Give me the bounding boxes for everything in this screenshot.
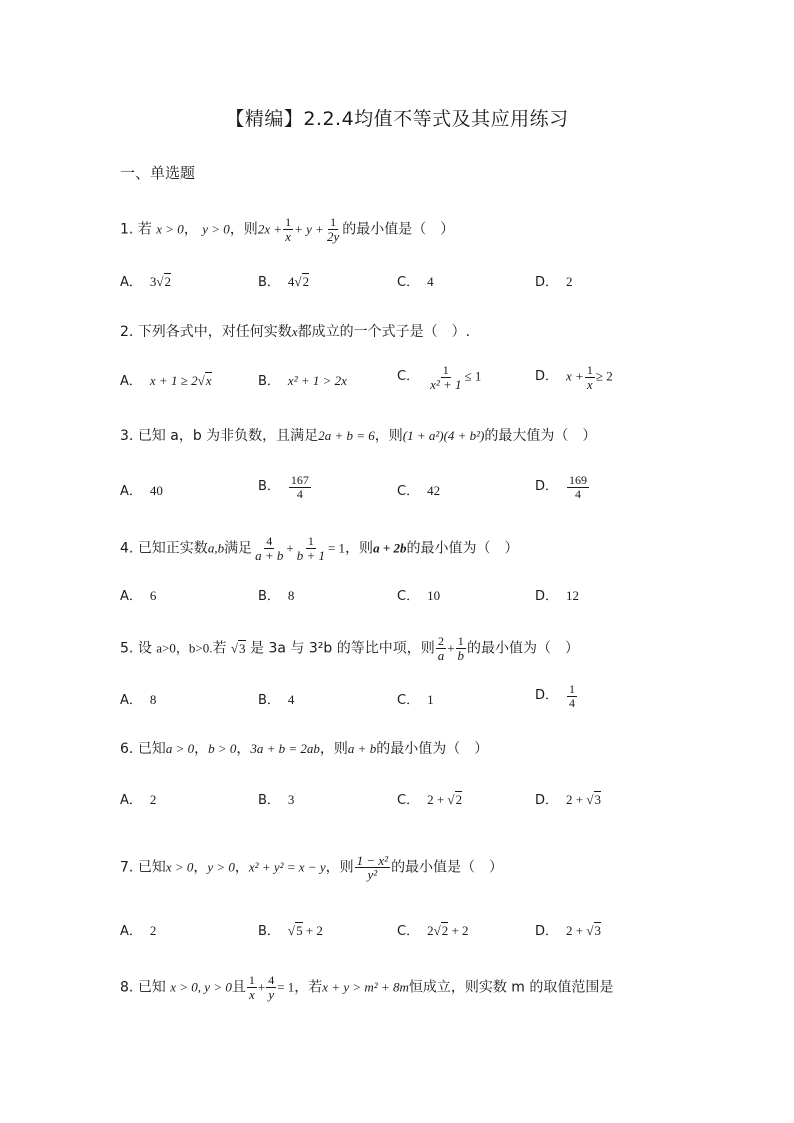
question-text: 满足 [224,540,253,557]
option-label: A． [120,924,142,939]
condition: a > 0 [165,741,195,756]
question-text: ，若 [294,979,323,996]
denominator: x [285,229,291,244]
fraction [436,635,447,662]
option-label: B． [258,793,280,808]
numerator: 1 [442,363,449,377]
numerator: 1 [285,215,292,229]
question-text: 的最大值为（ ） [484,428,597,444]
fraction [325,216,341,243]
option-d[interactable] [535,683,578,710]
question-number: 6. [120,741,134,757]
option-d[interactable] [535,272,573,293]
operator: + [447,640,455,656]
question-text: 若 [137,221,152,238]
separator: ， [234,859,249,876]
fraction [253,535,285,562]
fraction [283,216,293,243]
option-value: 2 [149,923,157,938]
question-text: 都成立的一个式子是（ ）. [297,324,471,340]
option-label: A． [120,693,142,708]
option-b[interactable] [258,474,312,501]
fraction [266,974,276,1001]
question-6 [120,739,488,759]
option-b[interactable] [258,790,294,811]
option-label: C． [397,693,420,708]
option-d[interactable] [535,586,579,607]
question-text: 已知 [137,979,166,996]
option-value: x² + 1 > 2x [287,373,347,388]
question-text: ，则 [374,428,403,444]
question-text: ，则 [345,540,374,557]
denominator: 4 [575,487,582,501]
denominator: b [457,648,465,663]
option-value: 4 [287,692,295,707]
fraction [456,635,467,662]
page-title: 【精编】2.2.4均值不等式及其应用练习 [225,108,569,130]
option-label: B． [258,275,280,290]
option-value: x + [566,368,584,384]
numerator: 169 [569,473,588,487]
expression: (1 + a²)(4 + b²) [402,428,485,443]
radicand: 3 [594,923,601,938]
question-text: 的最小值是（ ） [342,221,455,238]
fraction [428,364,463,391]
option-label: B． [258,589,280,604]
denominator: a [437,648,445,663]
question-text: 已知 [137,859,166,876]
option-b[interactable] [258,690,294,711]
option-a[interactable] [120,790,156,811]
question-text: 的最小值为（ ） [376,741,489,757]
option-value: 40 [149,483,163,498]
option-value: 2 [427,923,434,938]
option-label: B． [258,374,280,389]
condition: x + y > m² + 8m [322,979,409,995]
option-d[interactable]: D． 2 + √3 [535,923,601,939]
operator: + [257,979,266,995]
option-label: B． [258,924,280,939]
question-text: 是 3a 与 3²b 的等比中项，则 [250,640,435,657]
question-number: 8. [120,979,134,996]
question-number: 7. [120,859,134,876]
option-label: A． [120,793,142,808]
separator: ， [236,741,251,757]
radicand: 2 [302,274,310,289]
option-label: C． [397,793,420,808]
separator: ， [194,741,209,757]
radicand: 3 [594,792,601,807]
denominator: 4 [569,696,576,710]
option-value: + 2 [305,923,323,938]
option-label: D． [535,688,559,704]
radicand: 2 [441,923,449,938]
question-text: 恒成立，则实数 m 的取值范围是 [408,979,614,996]
radicand: 5 [296,923,303,938]
question-text: ，则 [229,221,258,238]
radicand: 2 [455,792,463,807]
option-value: x + 1 ≥ 2 [149,373,198,388]
operator: + [286,540,294,556]
option-value: 2 + [427,792,445,807]
question-number: 2. [120,324,134,340]
denominator: a + b [255,548,284,563]
option-d[interactable] [535,364,613,391]
denominator: 2y [326,229,340,244]
denominator: y² [367,867,378,882]
option-value: 10 [427,588,441,603]
condition: b > 0 [208,741,237,756]
expression: = 1 [327,540,346,556]
option-value: ≥ 2 [595,368,613,384]
option-b[interactable] [258,371,347,392]
option-label: C． [397,484,420,499]
question-text: 的最小值为（ ） [406,540,519,557]
numerator: 1 [569,682,576,696]
question-text: 下列各式中，对任何实数 [137,324,292,340]
fraction [247,974,257,1001]
condition: y > 0 [202,221,230,237]
question-3 [120,426,596,446]
expression: 2x + [257,221,283,237]
option-a[interactable] [120,586,156,607]
option-a[interactable]: A． 3√2 [120,274,172,290]
numerator: 167 [290,473,309,487]
numerator: 4 [266,534,273,548]
condition: a>0，b>0. [156,640,213,656]
option-value: 2 + [566,923,584,938]
option-c[interactable] [397,481,440,502]
option-c[interactable] [397,272,434,293]
radicand: x [205,373,212,388]
fraction [567,683,577,710]
separator: ， [193,859,208,876]
option-label: D． [535,924,559,939]
numerator: 4 [268,973,275,987]
fraction [289,474,311,501]
question-text: 已知 a，b 为非负数，且满足 [137,428,319,444]
expression: = 1 [277,979,295,995]
question-text: 已知 [137,741,166,757]
option-c[interactable] [397,364,481,391]
numerator: 1 [330,215,337,229]
question-text: 的最小值是（ ） [391,859,504,876]
question-text: ，则 [325,859,354,876]
numerator: 2 [437,634,444,648]
condition: x > 0 [156,221,184,237]
option-value: 3 [287,792,295,807]
question-5: 5. 设 a>0，b>0.若 √3 是 3a 与 3²b 的等比中项，则 $\frac{2}{a}$ + $\frac{1}{b}$ 的最小值为（ ） [120,634,580,663]
option-c[interactable]: C． 2 + √2 [397,792,463,808]
question-number: 3. [120,428,134,444]
option-label: C． [397,924,420,939]
question-number: 4. [120,540,134,557]
option-label: D． [535,793,559,808]
option-label: A． [120,589,142,604]
option-value: 4 [287,274,295,289]
option-c[interactable] [397,586,440,607]
question-8 [120,974,613,1001]
option-b[interactable]: B． √5 + 2 [258,923,323,939]
question-4 [120,535,518,562]
question-text: ，则 [319,741,348,757]
option-value: 6 [149,588,157,603]
condition: x > 0, y > 0 [170,979,232,995]
numerator: 1 [586,363,593,377]
question-text: 已知正实数 [137,540,208,557]
option-a[interactable]: A． x + 1 ≥ 2√x [120,373,212,389]
denominator: x [586,377,593,392]
option-label: B． [258,479,280,495]
numerator: 1 [307,534,314,548]
variables: a,b [207,540,225,556]
option-label: D． [535,589,559,604]
question-text: 且 [231,979,246,996]
fraction [585,364,595,391]
radicand: 3 [239,640,246,656]
expression: a + 2b [373,540,407,556]
option-value: 8 [287,588,295,603]
option-b[interactable]: B． 4√2 [258,274,310,290]
question-text: 设 [137,640,152,657]
radicand: 2 [164,274,172,289]
option-c[interactable] [397,690,434,711]
fraction [355,854,390,881]
option-value: 2 [149,792,157,807]
option-label: A． [120,374,142,389]
option-value: 8 [149,692,157,707]
numerator: 1 − x² [356,853,389,868]
fraction [567,474,589,501]
question-2 [120,322,470,342]
option-a[interactable] [120,921,156,942]
option-value: 2 [566,274,573,289]
option-value: 3 [149,274,157,289]
question-1 [120,216,454,243]
variable: x [291,324,298,339]
condition: x > 0 [165,859,194,875]
option-value: 4 [427,274,434,289]
denominator: x² + 1 [430,377,462,392]
numerator: 1 [248,973,255,987]
option-label: C． [397,275,420,290]
denominator: x [248,987,255,1002]
option-label: A． [120,275,142,290]
option-value: + 2 [451,923,469,938]
condition: 3a + b = 2ab [250,741,320,756]
option-label: B． [258,693,280,708]
option-b[interactable] [258,586,294,607]
option-value: ≤ 1 [464,368,482,384]
option-value: 2 + [566,792,584,807]
option-label: D． [535,369,559,385]
fraction [295,535,327,562]
option-d[interactable] [535,474,590,501]
question-number: 5. [120,640,134,657]
option-a[interactable] [120,481,163,502]
expression: + y + [294,221,324,237]
option-a[interactable] [120,690,156,711]
option-label: D． [535,275,559,290]
denominator: y [268,987,275,1002]
option-c[interactable]: C． 2√2 + 2 [397,923,469,939]
condition: x² + y² = x − y [248,859,326,875]
option-label: C． [397,369,420,385]
denominator: 4 [296,487,303,501]
separator: ， [183,221,198,238]
question-7 [120,854,503,881]
option-d[interactable]: D． 2 + √3 [535,792,601,808]
condition: y > 0 [207,859,235,875]
section-heading: 一、单选题 [120,164,196,182]
option-value: 1 [427,692,434,707]
numerator: 1 [457,634,464,648]
option-label: A． [120,484,142,499]
option-label: D． [535,479,559,495]
question-number: 1. [120,221,134,238]
denominator: b + 1 [296,548,325,563]
option-value: 12 [566,588,580,603]
condition: 2a + b = 6 [318,428,375,443]
option-label: C． [397,589,420,604]
option-value: 42 [427,483,441,498]
question-text: 若 [212,640,227,657]
question-text: 的最小值为（ ） [467,640,580,657]
expression: a + b [347,741,377,756]
